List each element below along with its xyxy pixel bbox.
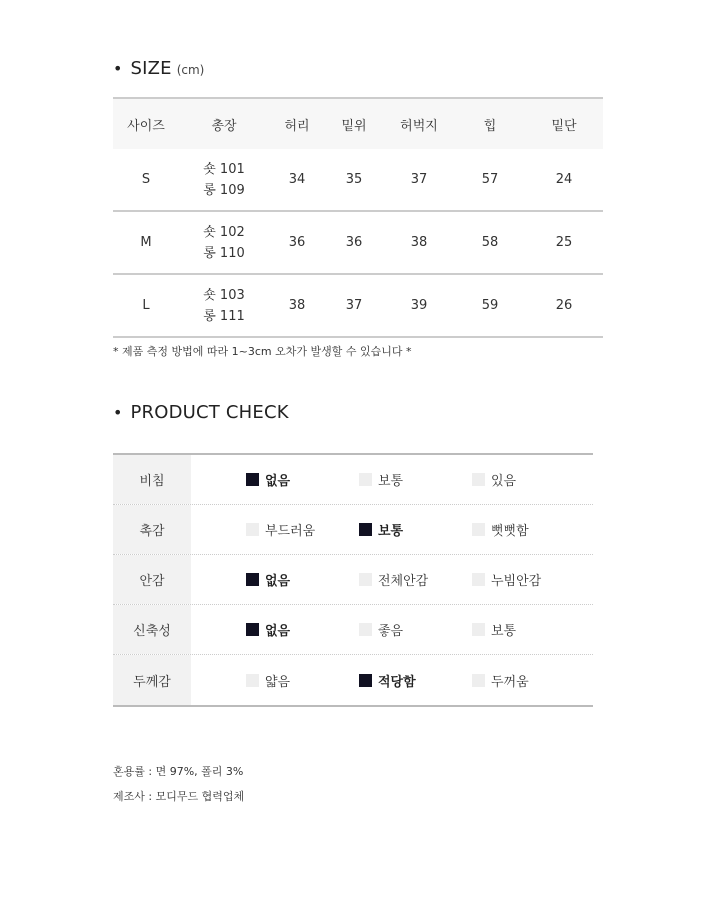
check-option-label: 없음: [265, 624, 291, 639]
length-cell: [179, 159, 269, 201]
unchecked-box-icon: [472, 623, 485, 636]
check-option-label: 전체안감: [378, 574, 429, 589]
table-row: [113, 212, 603, 275]
check-option-label: 보통: [378, 524, 404, 539]
check-option-label: 적당함: [378, 674, 416, 690]
check-option: [359, 470, 403, 489]
size-cell: S: [141, 172, 151, 187]
check-option-label: 보통: [491, 624, 517, 639]
check-option: [472, 570, 541, 589]
checked-box-icon: [359, 674, 372, 687]
check-option-label: 없음: [265, 474, 291, 489]
length-long: 롱 109: [203, 182, 245, 198]
checked-box-icon: [246, 473, 259, 486]
table-row: [113, 149, 603, 212]
size-cell: L: [142, 298, 150, 313]
check-option-label: 있음: [491, 474, 517, 489]
table-row: [113, 275, 603, 338]
check-row: [113, 455, 593, 505]
hem-cell: 24: [555, 172, 573, 187]
check-option: [359, 520, 403, 539]
length-cell: [179, 285, 269, 327]
length-short: 숏 101: [203, 161, 245, 177]
waist-cell: 36: [288, 235, 306, 250]
check-section-title: [113, 402, 289, 423]
material-info: 혼용률 : 면 97%, 폴리 3%: [113, 765, 244, 778]
size-note: * 제품 측정 방법에 따라 1~3cm 오차가 발생할 수 있습니다 *: [113, 345, 412, 358]
hip-cell: 59: [481, 298, 499, 313]
header-size: 사이즈: [127, 118, 165, 134]
check-option-label: 뻣뻣함: [491, 524, 529, 539]
check-row-label: 신축성: [113, 605, 191, 654]
hip-cell: 57: [481, 172, 499, 187]
unchecked-box-icon: [472, 674, 485, 687]
unchecked-box-icon: [246, 523, 259, 536]
size-table: [113, 97, 603, 338]
header-waist: 허리: [284, 118, 310, 134]
check-option-label: 두꺼움: [491, 674, 529, 690]
size-title: SIZE: [130, 58, 172, 79]
bullet: •: [113, 403, 123, 422]
check-option: [472, 520, 529, 539]
check-option-label: 없음: [265, 574, 291, 589]
check-row: [113, 555, 593, 605]
unchecked-box-icon: [472, 523, 485, 536]
rise-cell: 35: [345, 172, 363, 187]
check-option: [246, 671, 290, 690]
hem-cell: 26: [555, 298, 573, 313]
check-option: [246, 520, 315, 539]
check-option: [359, 671, 416, 690]
check-option: [246, 470, 290, 489]
header-rise: 밑위: [341, 118, 367, 134]
waist-cell: 34: [288, 172, 306, 187]
check-row-label: 비침: [113, 455, 191, 504]
check-row: [113, 655, 593, 705]
thigh-cell: 39: [410, 298, 428, 313]
check-row: [113, 605, 593, 655]
bullet: •: [113, 59, 123, 78]
check-option: [246, 570, 290, 589]
size-section-title: [113, 58, 204, 79]
thigh-cell: 37: [410, 172, 428, 187]
unchecked-box-icon: [472, 573, 485, 586]
thigh-cell: 38: [410, 235, 428, 250]
check-option: [472, 470, 516, 489]
unchecked-box-icon: [359, 573, 372, 586]
check-row-label: 안감: [113, 555, 191, 604]
checked-box-icon: [359, 523, 372, 536]
check-option-label: 얇음: [265, 674, 291, 690]
check-row-label: 촉감: [113, 505, 191, 554]
length-short: 숏 102: [203, 224, 245, 240]
check-option: [359, 570, 428, 589]
length-short: 숏 103: [203, 287, 245, 303]
product-check-table: [113, 453, 593, 707]
check-option: [472, 671, 529, 690]
header-hip: 힙: [483, 118, 497, 134]
check-option: [472, 620, 516, 639]
check-row: [113, 505, 593, 555]
size-cell: M: [140, 235, 152, 250]
check-option: [359, 620, 403, 639]
check-title: PRODUCT CHECK: [130, 402, 289, 423]
check-option-label: 누빔안감: [491, 574, 542, 589]
checked-box-icon: [246, 573, 259, 586]
size-table-header: [113, 99, 603, 149]
length-long: 롱 110: [203, 245, 245, 261]
rise-cell: 36: [345, 235, 363, 250]
check-row-label: 두께감: [113, 655, 191, 705]
checked-box-icon: [246, 623, 259, 636]
unchecked-box-icon: [246, 674, 259, 687]
rise-cell: 37: [345, 298, 363, 313]
header-hem: 밑단: [551, 118, 577, 134]
manufacturer-info: 제조사 : 모디무드 협력업체: [113, 790, 245, 803]
waist-cell: 38: [288, 298, 306, 313]
header-length: 총장: [211, 118, 237, 134]
unchecked-box-icon: [472, 473, 485, 486]
hem-cell: 25: [555, 235, 573, 250]
length-cell: [179, 222, 269, 264]
length-long: 롱 111: [203, 308, 245, 324]
check-option-label: 좋음: [378, 624, 404, 639]
hip-cell: 58: [481, 235, 499, 250]
check-option-label: 보통: [378, 474, 404, 489]
unchecked-box-icon: [359, 473, 372, 486]
size-unit: (cm): [176, 63, 205, 77]
check-option-label: 부드러움: [265, 524, 316, 539]
header-thigh: 허벅지: [400, 118, 438, 134]
check-option: [246, 620, 290, 639]
unchecked-box-icon: [359, 623, 372, 636]
